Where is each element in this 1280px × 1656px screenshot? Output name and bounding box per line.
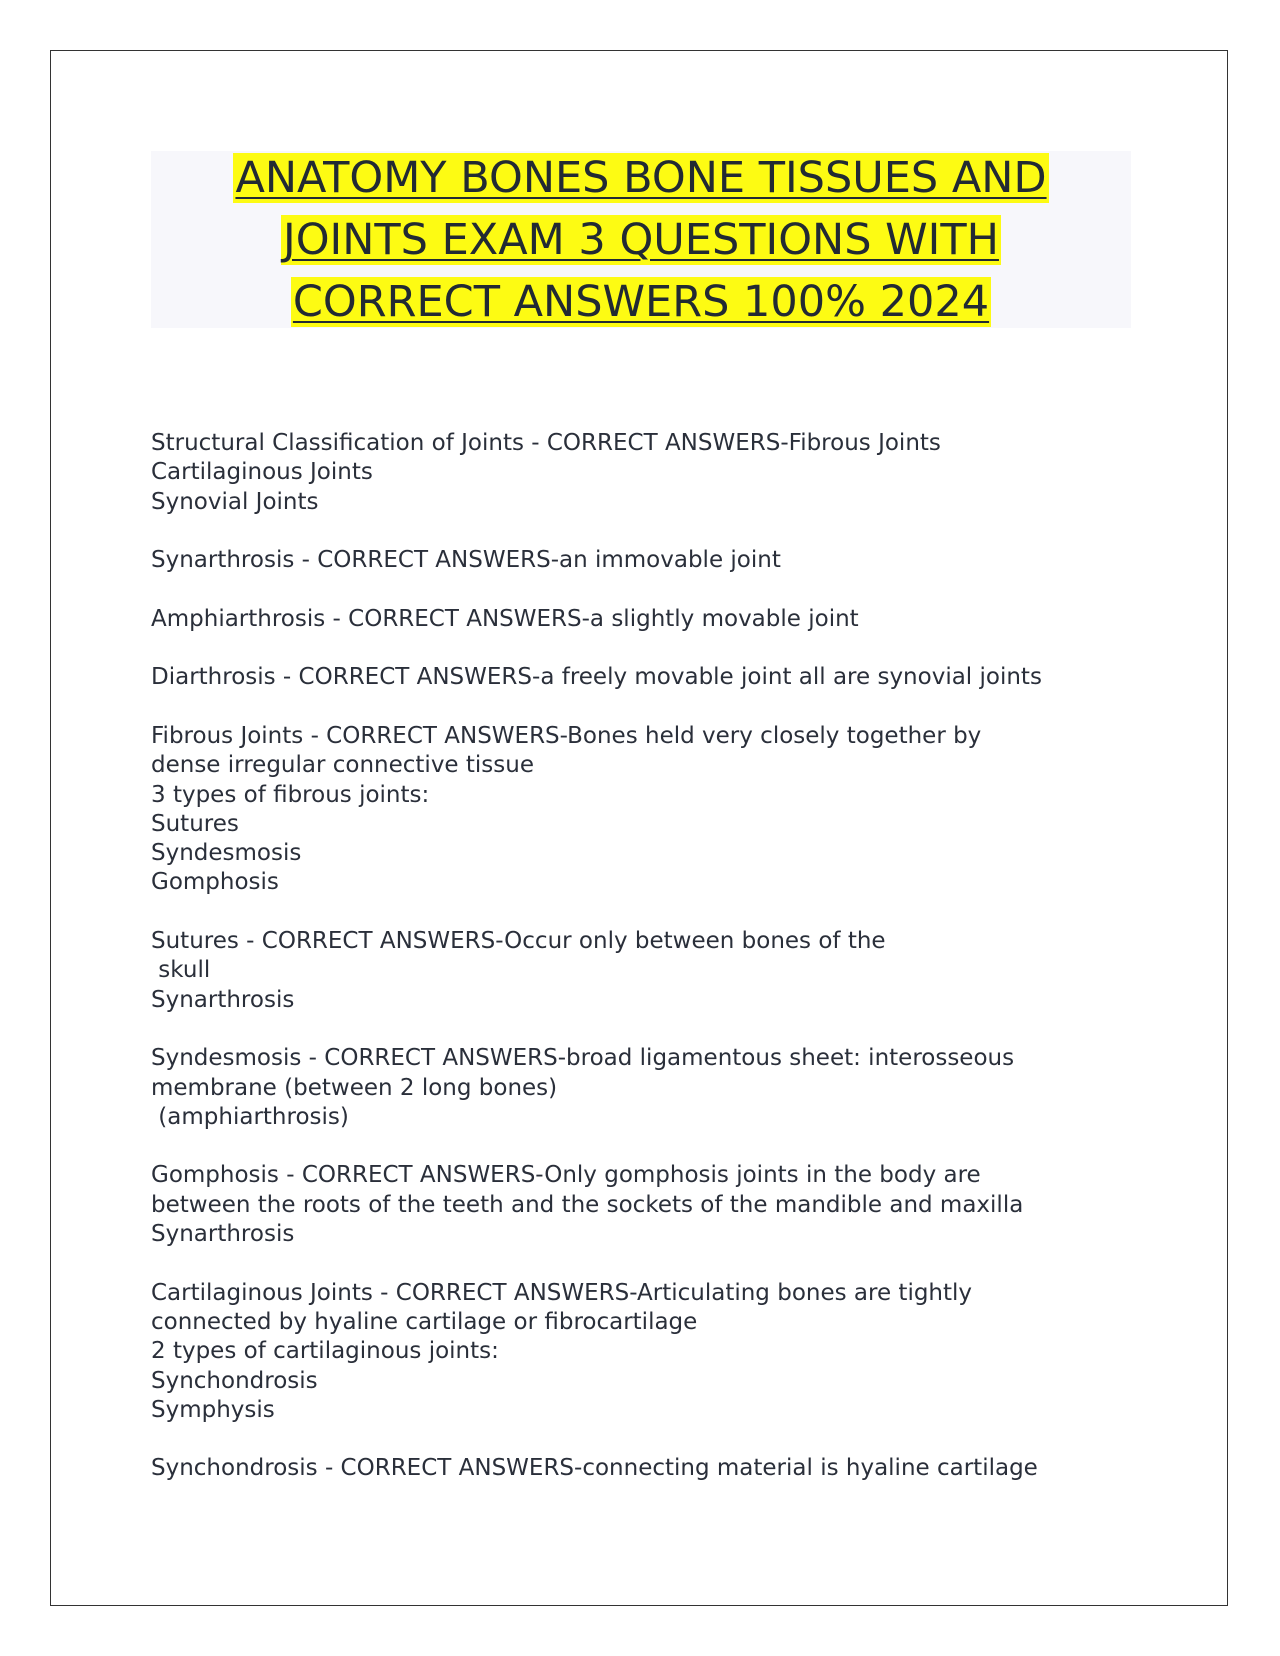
- qa-line: Sutures - CORRECT ANSWERS-Occur only between bones of the: [151, 928, 886, 955]
- qa-entry: [151, 546, 1151, 575]
- qa-entry: [151, 1279, 1151, 1425]
- title-box: [151, 151, 1131, 328]
- qa-line: skull: [151, 957, 211, 984]
- qa-line: Synchondrosis: [151, 1367, 318, 1394]
- qa-line: 2 types of cartilaginous joints:: [151, 1338, 499, 1365]
- qa-line: membrane (between 2 long bones): [151, 1074, 558, 1101]
- title-line: JOINTS EXAM 3 QUESTIONS WITH: [283, 214, 999, 265]
- qa-entry: [151, 1454, 1151, 1483]
- qa-line: 3 types of fibrous joints:: [151, 781, 430, 808]
- qa-line: Gomphosis: [151, 869, 279, 896]
- qa-line: Cartilaginous Joints: [151, 459, 373, 486]
- qa-line: Symphysis: [151, 1396, 275, 1423]
- qa-entry: [151, 927, 1151, 1015]
- title-line: CORRECT ANSWERS 100% 2024: [292, 276, 990, 327]
- qa-line: Fibrous Joints - CORRECT ANSWERS-Bones held very closely together by: [151, 722, 982, 749]
- document-title: [233, 147, 1048, 333]
- qa-line: Synarthrosis: [151, 986, 295, 1013]
- qa-line: Synovial Joints: [151, 488, 319, 515]
- qa-entry: [151, 1044, 1151, 1132]
- qa-line: between the roots of the teeth and the sockets of the mandible and maxilla: [151, 1191, 1024, 1218]
- qa-line: Synchondrosis - CORRECT ANSWERS-connecting material is hyaline cartilage: [151, 1455, 1038, 1482]
- qa-line: Sutures: [151, 810, 239, 837]
- title-line: ANATOMY BONES BONE TISSUES AND: [235, 152, 1047, 203]
- qa-entry: [151, 605, 1151, 634]
- page-frame: [50, 50, 1228, 1606]
- qa-line: Amphiarthrosis - CORRECT ANSWERS-a slightly movable joint: [151, 605, 859, 632]
- qa-line: Structural Classification of Joints - CORRECT ANSWERS-Fibrous Joints: [151, 430, 941, 456]
- qa-line: dense irregular connective tissue: [151, 752, 534, 779]
- qa-line: Syndesmosis - CORRECT ANSWERS-broad ligamentous sheet: interosseous: [151, 1045, 1015, 1072]
- qa-line: Synarthrosis - CORRECT ANSWERS-an immovable joint: [151, 547, 781, 574]
- qa-line: Cartilaginous Joints - CORRECT ANSWERS-Articulating bones are tightly: [151, 1279, 973, 1306]
- qa-line: Gomphosis - CORRECT ANSWERS-Only gomphosis joints in the body are: [151, 1162, 981, 1189]
- qa-line: Synarthrosis: [151, 1221, 295, 1248]
- document-body: [151, 429, 1151, 1513]
- qa-line: Syndesmosis: [151, 840, 302, 867]
- qa-line: connected by hyaline cartilage or fibrocartilage: [151, 1308, 698, 1335]
- qa-line: (amphiarthrosis): [151, 1103, 349, 1130]
- qa-entry: [151, 663, 1151, 692]
- qa-entry: [151, 1161, 1151, 1249]
- qa-line: Diarthrosis - CORRECT ANSWERS-a freely movable joint all are synovial joints: [151, 664, 1042, 691]
- qa-entry: [151, 722, 1151, 898]
- qa-entry: [151, 429, 1151, 517]
